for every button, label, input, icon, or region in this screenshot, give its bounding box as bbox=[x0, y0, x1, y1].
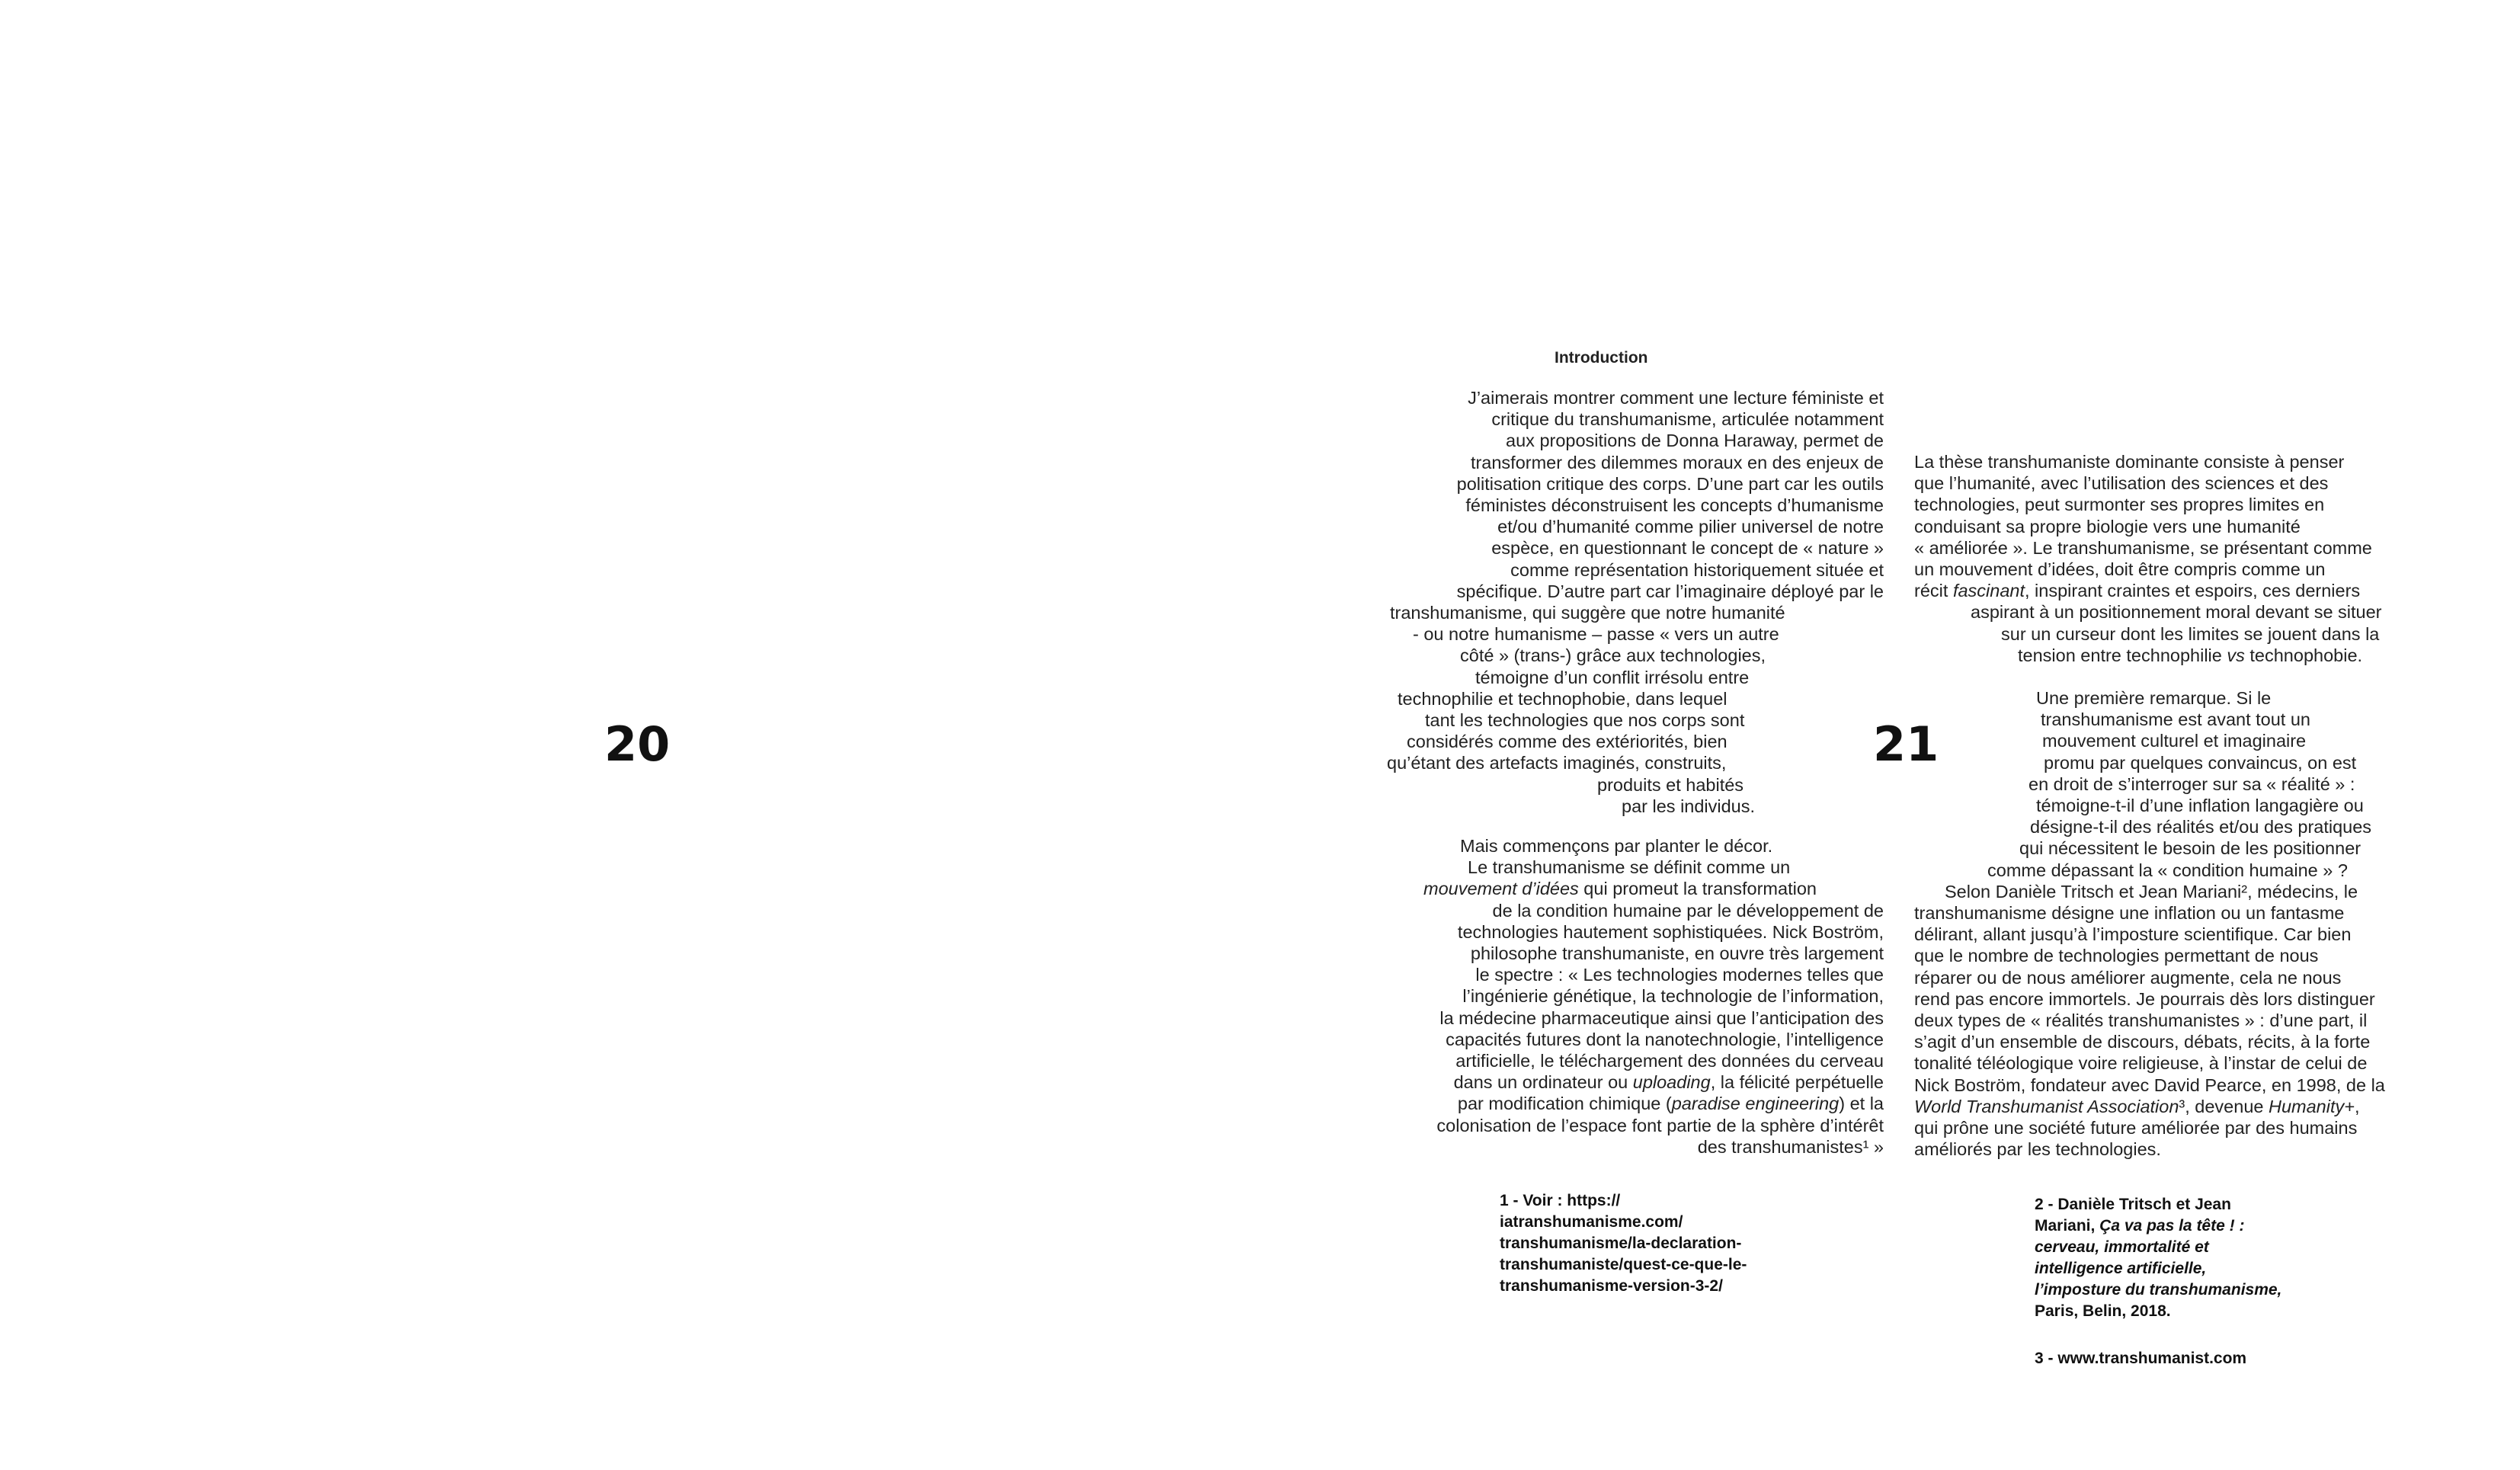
text-line: le spectre : « Les technologies modernes telles que bbox=[1475, 965, 1884, 985]
text-line: transhumanisme, qui suggère que notre humanité bbox=[1390, 603, 1785, 623]
text-line: la médecine pharmaceutique ainsi que l’anticipation des bbox=[1439, 1007, 1884, 1028]
text-line: qui nécessitent le besoin de les positionner bbox=[2019, 838, 2361, 859]
text-line: un mouvement d’idées, doit être compris comme un bbox=[1914, 559, 2326, 580]
text-line: produits et habités bbox=[1597, 774, 1744, 795]
text-line: Le transhumanisme se définit comme un bbox=[1468, 857, 1791, 878]
text-line: délirant, allant jusqu’à l’imposture scientifique. Car bien bbox=[1914, 924, 2352, 945]
footnote-line: transhumanisme-version-3-2/ bbox=[1500, 1277, 1723, 1295]
text-line: réparer ou de nous améliorer augmente, cela ne nous bbox=[1914, 967, 2342, 988]
text-line: désigne-t-il des réalités et/ou des pratiques bbox=[2030, 817, 2372, 837]
footnote-line bbox=[2035, 1258, 2355, 1279]
emphasis: intelligence artificielle, bbox=[2035, 1260, 2207, 1277]
footnote-line: iatranshumanisme.com/ bbox=[1500, 1213, 1683, 1231]
footnote-2 bbox=[2035, 1194, 2355, 1322]
footnote-line bbox=[2035, 1279, 2355, 1301]
text-line: considérés comme des extériorités, bien bbox=[1407, 732, 1727, 752]
emphasis: vs bbox=[2227, 645, 2245, 665]
text-line: philosophe transhumaniste, en ouvre très largement bbox=[1470, 943, 1884, 964]
text-line: des transhumanistes¹ » bbox=[1697, 1136, 1884, 1157]
text-line: conduisant sa propre biologie vers une humanité bbox=[1914, 516, 2301, 536]
paragraph-setting bbox=[1394, 835, 1884, 1158]
text-line: rend pas encore immortels. Je pourrais dès lors distinguer bbox=[1914, 988, 2375, 1009]
text-line: tonalité téléologique voire religieuse, à l’instar de celui de bbox=[1914, 1053, 2368, 1074]
text-line: technologies hautement sophistiquées. Nick Boström, bbox=[1457, 921, 1884, 942]
text-line: et/ou d’humanité comme pilier universel de notre bbox=[1497, 517, 1884, 537]
page-number-left: 20 bbox=[604, 716, 671, 772]
footnote-3 bbox=[2035, 1348, 2355, 1369]
emphasis: Ça va pas la tête ! : bbox=[2099, 1217, 2245, 1235]
emphasis: mouvement d’idées bbox=[1423, 879, 1579, 899]
footnote-line: 2 - Danièle Tritsch et Jean bbox=[2035, 1196, 2231, 1213]
emphasis: uploading bbox=[1632, 1072, 1711, 1093]
text-line: comme représentation historiquement située et bbox=[1510, 559, 1884, 580]
text-line: par modification chimique (paradise engineering) et la bbox=[1457, 1094, 1884, 1114]
text-line: Nick Boström, fondateur avec David Pearce, en 1998, de la bbox=[1914, 1074, 2385, 1095]
text-line: mouvement d’idées qui promeut la transformation bbox=[1423, 879, 1817, 899]
text-line: tension entre technophilie vs technophobie. bbox=[2018, 645, 2363, 665]
text-line: sur un curseur dont les limites se jouent dans la bbox=[2001, 623, 2380, 644]
text-line: capacités futures dont la nanotechnologie, l’intelligence bbox=[1446, 1029, 1884, 1049]
text-line: dans un ordinateur ou uploading, la félicité perpétuelle bbox=[1453, 1072, 1884, 1093]
footnote-line: Paris, Belin, 2018. bbox=[2035, 1302, 2171, 1320]
text-line: - ou notre humanisme – passe « vers un autre bbox=[1413, 624, 1779, 645]
section-heading: Introduction bbox=[1555, 349, 1648, 367]
footnote-line: transhumanisme/la-declaration- bbox=[1500, 1235, 1742, 1252]
text-line: « améliorée ». Le transhumanisme, se présentant comme bbox=[1914, 537, 2372, 558]
text-line: politisation critique des corps. D’une part car les outils bbox=[1456, 473, 1884, 494]
text-line: récit fascinant, inspirant craintes et espoirs, ces derniers bbox=[1914, 581, 2361, 601]
text-line: en droit de s’interroger sur sa « réalité » : bbox=[2028, 773, 2355, 794]
text-line: que l’humanité, avec l’utilisation des sciences et des bbox=[1914, 473, 2329, 494]
emphasis: paradise engineering bbox=[1671, 1094, 1840, 1114]
text-line: Selon Danièle Tritsch et Jean Mariani², médecins, le bbox=[1945, 881, 2358, 902]
text-line: mouvement culturel et imaginaire bbox=[2042, 731, 2307, 751]
emphasis: World Transhumanist Association bbox=[1914, 1096, 2179, 1116]
emphasis: fascinant bbox=[1952, 581, 2025, 601]
text-line: par les individus. bbox=[1622, 796, 1756, 816]
paragraph-remark bbox=[1914, 687, 2425, 1160]
text-line: World Transhumanist Association³, devenue Humanity+, bbox=[1914, 1096, 2360, 1116]
footnote-line: Mariani, Ça va pas la tête ! : bbox=[2035, 1217, 2245, 1235]
paragraph-thesis bbox=[1914, 451, 2425, 666]
emphasis: Humanity+ bbox=[2269, 1096, 2355, 1116]
text-line: critique du transhumanisme, articulée notamment bbox=[1491, 409, 1884, 430]
emphasis: l’imposture du transhumanisme, bbox=[2035, 1281, 2282, 1299]
text-line: spécifique. D’autre part car l’imaginaire déployé par le bbox=[1456, 581, 1884, 601]
footnote-line bbox=[2035, 1237, 2355, 1258]
text-line: Mais commençons par planter le décor. bbox=[1460, 836, 1773, 856]
text-line: transhumanisme désigne une inflation ou un fantasme bbox=[1914, 903, 2345, 924]
text-line: qui prône une société future améliorée par des humains bbox=[1914, 1118, 2358, 1139]
footnote-1 bbox=[1500, 1190, 1820, 1297]
text-line: technophilie et technophobie, dans lequel bbox=[1398, 688, 1727, 709]
footnote-line: 3 - www.transhumanist.com bbox=[2035, 1350, 2247, 1367]
text-line: améliorés par les technologies. bbox=[1914, 1139, 2161, 1160]
text-line: transhumanisme est avant tout un bbox=[2041, 709, 2311, 730]
text-line: témoigne d’un conflit irrésolu entre bbox=[1475, 667, 1750, 687]
emphasis: cerveau, immortalité et bbox=[2035, 1238, 2209, 1256]
footnote-line: 1 - Voir : https:// bbox=[1500, 1192, 1621, 1209]
text-line: artificielle, le téléchargement des données du cerveau bbox=[1455, 1051, 1884, 1071]
page-number-right: 21 bbox=[1873, 716, 1939, 772]
text-line: espèce, en questionnant le concept de « nature » bbox=[1491, 538, 1884, 559]
text-line: féministes déconstruisent les concepts d’humanisme bbox=[1465, 495, 1884, 516]
text-line: côté » (trans-) grâce aux technologies, bbox=[1460, 645, 1766, 666]
text-line: s’agit d’un ensemble de discours, débats, récits, à la forte bbox=[1914, 1032, 2371, 1052]
text-line: qu’étant des artefacts imaginés, construits, bbox=[1387, 753, 1727, 773]
text-line: deux types de « réalités transhumanistes » : d’une part, il bbox=[1914, 1010, 2368, 1031]
text-line: l’ingénierie génétique, la technologie de l’information, bbox=[1462, 986, 1884, 1007]
text-line: transformer des dilemmes moraux en des enjeux de bbox=[1470, 452, 1884, 472]
footnote-line: transhumaniste/quest-ce-que-le- bbox=[1500, 1256, 1747, 1273]
text-line: technologies, peut surmonter ses propres limites en bbox=[1914, 495, 2325, 515]
text-line: colonisation de l’espace font partie de la sphère d’intérêt bbox=[1436, 1115, 1884, 1135]
text-line: aux propositions de Donna Haraway, permet de bbox=[1506, 431, 1884, 451]
text-line: Une première remarque. Si le bbox=[2036, 688, 2272, 708]
text-line: de la condition humaine par le développement de bbox=[1492, 900, 1884, 921]
text-line: témoigne-t-il d’une inflation langagière ou bbox=[2036, 796, 2364, 816]
text-line: La thèse transhumaniste dominante consiste à penser bbox=[1914, 452, 2345, 472]
text-line: comme dépassant la « condition humaine » ? bbox=[1987, 860, 2348, 880]
text-line: promu par quelques convaincus, on est bbox=[2044, 752, 2357, 773]
text-line: J’aimerais montrer comment une lecture féministe et bbox=[1468, 388, 1884, 408]
text-line: que le nombre de technologies permettant de nous bbox=[1914, 946, 2319, 966]
text-line: tant les technologies que nos corps sont bbox=[1425, 710, 1745, 731]
paragraph-intro bbox=[1387, 387, 1884, 817]
text-line: aspirant à un positionnement moral devant se situer bbox=[1971, 602, 2382, 623]
